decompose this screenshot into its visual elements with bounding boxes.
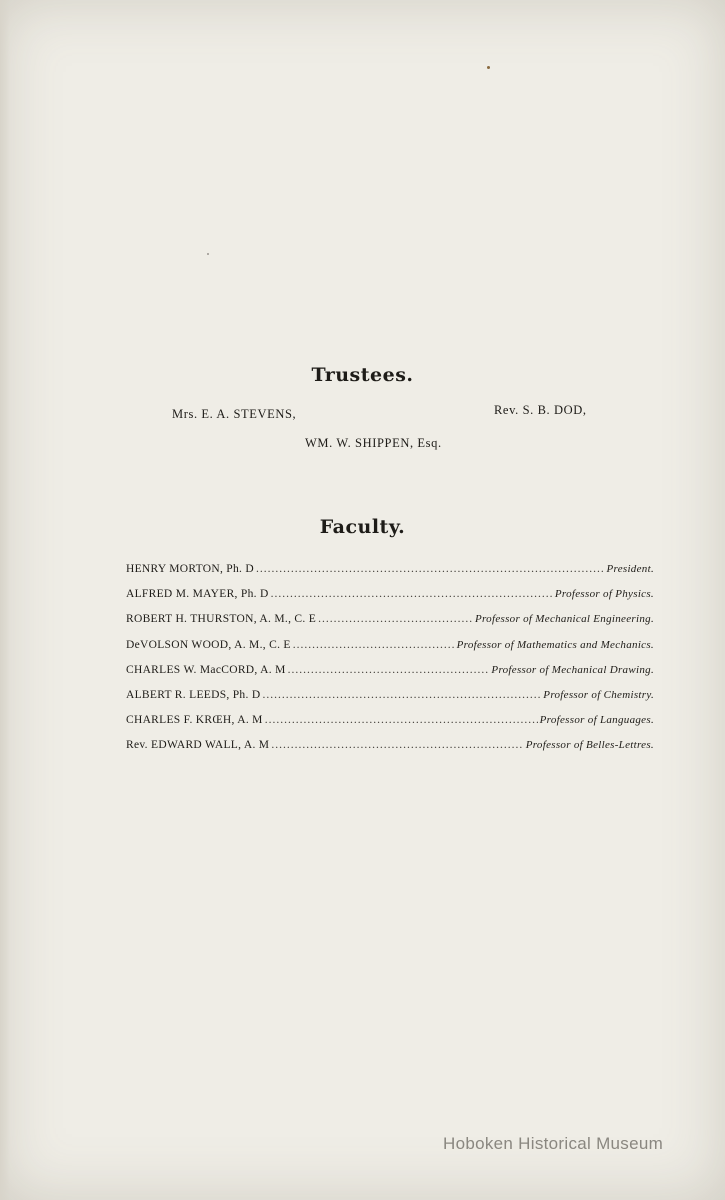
dot-leader [271,588,553,600]
faculty-title: Professor of Languages. [539,714,654,727]
faculty-name: ROBERT H. THURSTON, A. M., C. E [126,613,317,626]
trustee-name: Rev. S. B. DOD, [494,403,587,417]
faculty-title: Professor of Chemistry. [543,688,654,701]
faculty-row [126,739,654,764]
faculty-name: ALBERT R. LEEDS, Ph. D [126,688,261,701]
faculty-name: Rev. EDWARD WALL, A. M [126,739,270,752]
museum-watermark: Hoboken Historical Museum [443,1134,664,1153]
faculty-title: Professor of Mechanical Engineering. [474,613,654,626]
faculty-row [126,588,654,613]
dot-leader [262,689,541,701]
faculty-heading: Faculty. [319,516,406,538]
faculty-name: CHARLES W. MacCORD, A. M [126,663,286,676]
faculty-title: Professor of Belles-Lettres. [525,739,654,752]
trustee-name: WM. W. SHIPPEN, Esq. [305,436,442,450]
faculty-name: CHARLES F. KRŒH, A. M [126,714,263,727]
paper-spot [207,253,209,255]
faculty-title: Professor of Mathematics and Mechanics. [456,638,654,651]
faculty-row [126,664,654,689]
dot-leader [288,664,490,676]
faculty-title: Professor of Mechanical Drawing. [491,663,654,676]
faculty-title: President. [606,563,654,575]
faculty-row [126,689,654,714]
trustee-name: Mrs. E. A. STEVENS, [172,407,297,421]
dot-leader [265,714,538,726]
trustees-heading: Trustees. [311,364,414,386]
faculty-row [126,639,654,664]
dot-leader [318,613,473,625]
faculty-name: HENRY MORTON, Ph. D [126,563,255,575]
faculty-row [126,714,654,739]
faculty-row [126,563,654,588]
faculty-row [126,613,654,638]
faculty-list [126,563,654,765]
faculty-name: ALFRED M. MAYER, Ph. D [126,588,269,601]
faculty-title: Professor of Physics. [554,588,654,601]
paper-spot [487,66,490,69]
faculty-name: DeVOLSON WOOD, A. M., C. E [126,638,291,651]
dot-leader [256,563,604,575]
dot-leader [271,739,523,751]
dot-leader [293,639,455,651]
